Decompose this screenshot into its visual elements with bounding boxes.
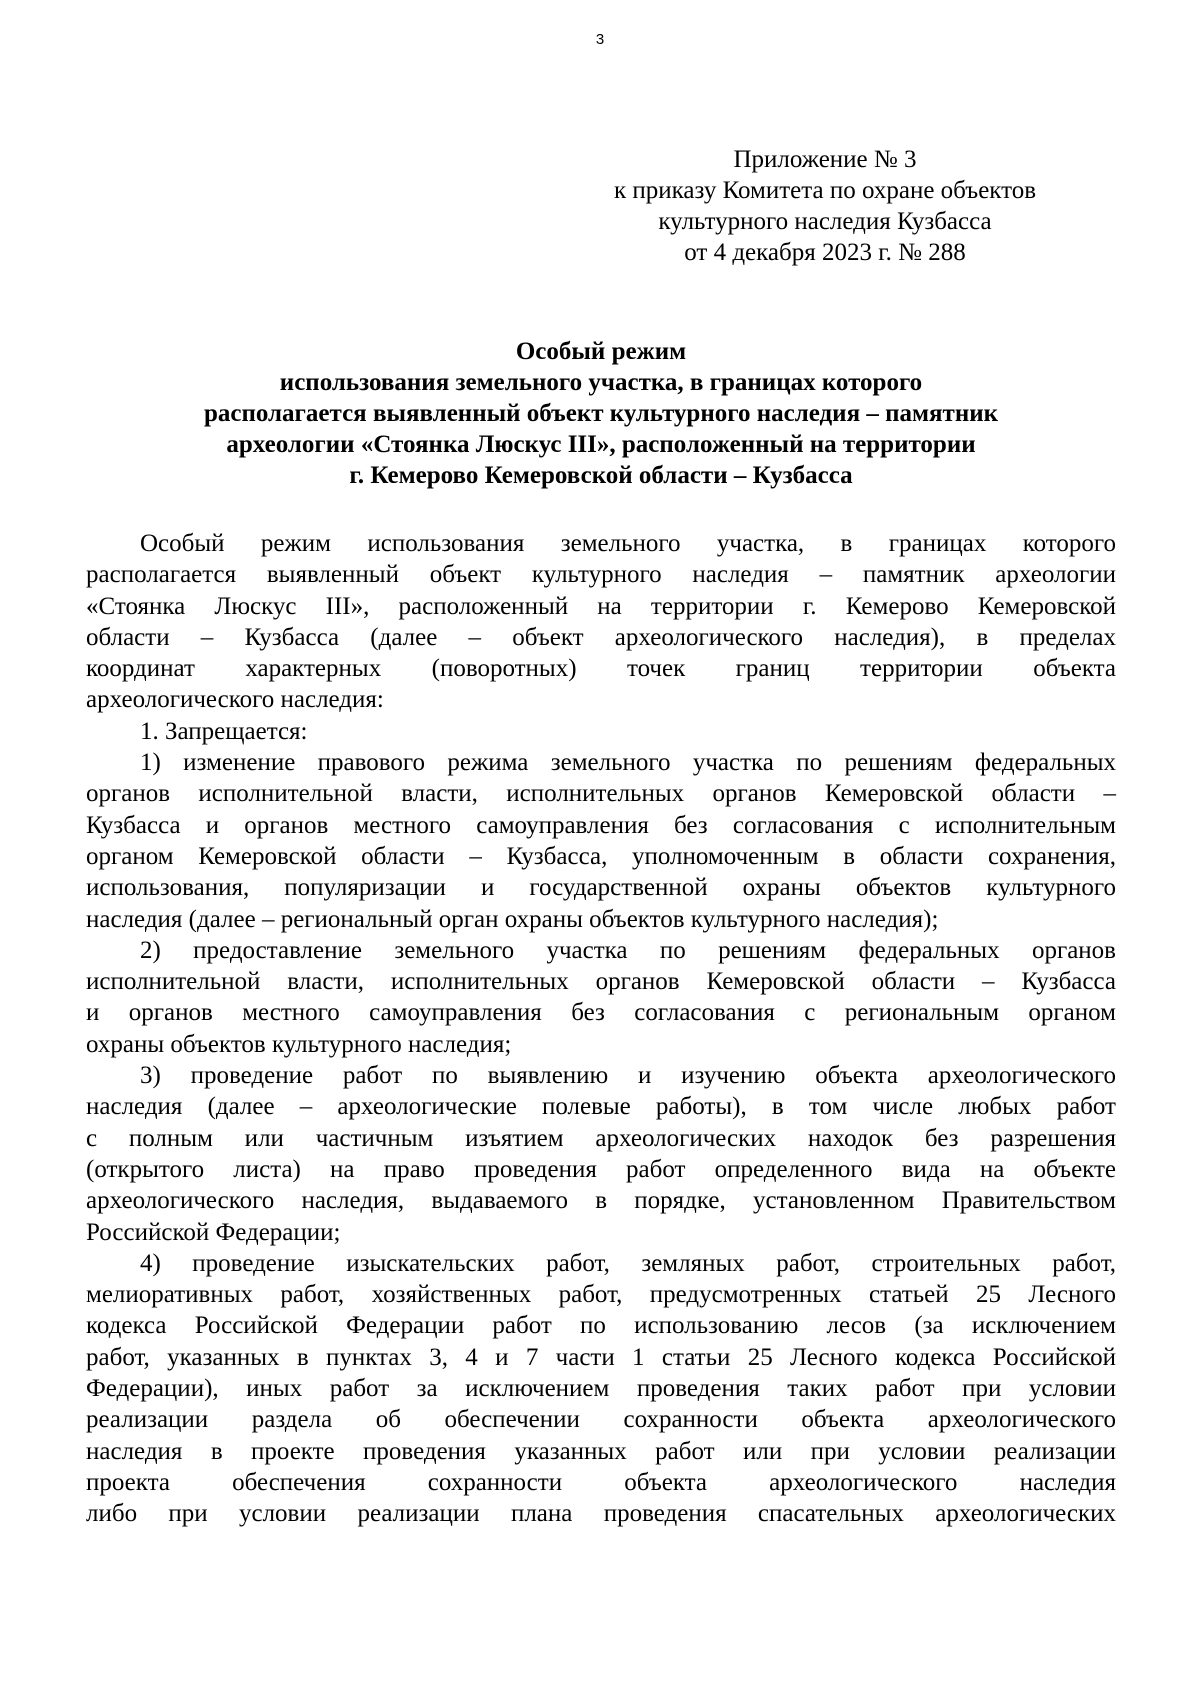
document-body: [86, 528, 1116, 1530]
body-line: с полным или частичным изъятием археологических находок без разрешения: [86, 1124, 1116, 1152]
body-line: 1) изменение правового режима земельного участка по решениям федеральных: [140, 749, 1116, 777]
body-line: реализации раздела об обеспечении сохранности объекта археологического: [86, 1406, 1116, 1434]
title-line: использования земельного участка, в границах которого: [279, 369, 923, 396]
body-line: проекта обеспечения сохранности объекта археологического наследия: [86, 1468, 1116, 1496]
appendix-block: [575, 144, 1075, 268]
body-line: располагается выявленный объект культурного наследия – памятник археологии: [86, 561, 1116, 589]
title-line: Особый режим: [515, 338, 687, 365]
body-line: органом Кемеровской области – Кузбасса, уполномоченным в области сохранения,: [86, 842, 1116, 870]
body-line: Кузбасса и органов местного самоуправления без согласования с исполнительным: [86, 811, 1116, 839]
body-line: 4) проведение изыскательских работ, земляных работ, строительных работ,: [140, 1249, 1116, 1277]
body-line: (открытого листа) на право проведения работ определенного вида на объекте: [86, 1155, 1116, 1183]
body-line: координат характерных (поворотных) точек границ территории объекта: [86, 655, 1116, 683]
body-line: работ, указанных в пунктах 3, 4 и 7 части 1 статьи 25 Лесного кодекса Российской: [86, 1343, 1116, 1371]
body-line: кодекса Российской Федерации работ по использованию лесов (за исключением: [86, 1312, 1116, 1340]
title-line: археологии «Стоянка Люскус III», расположенный на территории: [226, 431, 976, 458]
appendix-line: к приказу Комитета по охране объектов: [613, 177, 1037, 204]
body-line: использования, популяризации и государственной охраны объектов культурного: [86, 874, 1116, 902]
document-title: [86, 336, 1116, 491]
body-line: наследия (далее – археологические полевые работы), в том числе любых работ: [86, 1093, 1116, 1121]
page-number: 3: [595, 31, 605, 48]
body-line: Федерации), иных работ за исключением проведения таких работ при условии: [86, 1375, 1116, 1403]
body-line: наследия в проекте проведения указанных работ или при условии реализации: [86, 1437, 1116, 1465]
body-line: 2) предоставление земельного участка по решениям федеральных органов: [140, 936, 1116, 964]
body-line: охраны объектов культурного наследия;: [86, 1030, 512, 1058]
appendix-line: культурного наследия Кузбасса: [658, 208, 992, 235]
body-line: исполнительной власти, исполнительных органов Кемеровской области – Кузбасса: [86, 968, 1116, 996]
body-line: Особый режим использования земельного участка, в границах которого: [140, 530, 1116, 557]
body-line: Российской Федерации;: [86, 1218, 341, 1246]
body-line: органов исполнительной власти, исполнительных органов Кемеровской области –: [86, 780, 1116, 808]
body-line: мелиоративных работ, хозяйственных работ, предусмотренных статьей 25 Лесного: [86, 1281, 1116, 1309]
body-line: 1. Запрещается:: [140, 717, 308, 745]
title-line: располагается выявленный объект культурного наследия – памятник: [203, 400, 999, 427]
body-line: «Стоянка Люскус III», расположенный на территории г. Кемерово Кемеровской: [86, 592, 1116, 620]
body-line: либо при условии реализации плана проведения спасательных археологических: [86, 1500, 1116, 1528]
body-line: археологического наследия:: [86, 686, 384, 714]
body-line: области – Кузбасса (далее – объект археологического наследия), в пределах: [86, 623, 1116, 651]
body-line: 3) проведение работ по выявлению и изучению объекта археологического: [140, 1062, 1116, 1090]
body-line: археологического наследия, выдаваемого в порядке, установленном Правительством: [86, 1187, 1116, 1215]
appendix-line: Приложение № 3: [733, 146, 917, 173]
body-line: и органов местного самоуправления без согласования с региональным органом: [86, 999, 1116, 1027]
appendix-line: от 4 декабря 2023 г. № 288: [684, 239, 966, 266]
title-line: г. Кемерово Кемеровской области – Кузбасса: [349, 462, 853, 489]
body-line: наследия (далее – региональный орган охраны объектов культурного наследия);: [86, 905, 939, 933]
